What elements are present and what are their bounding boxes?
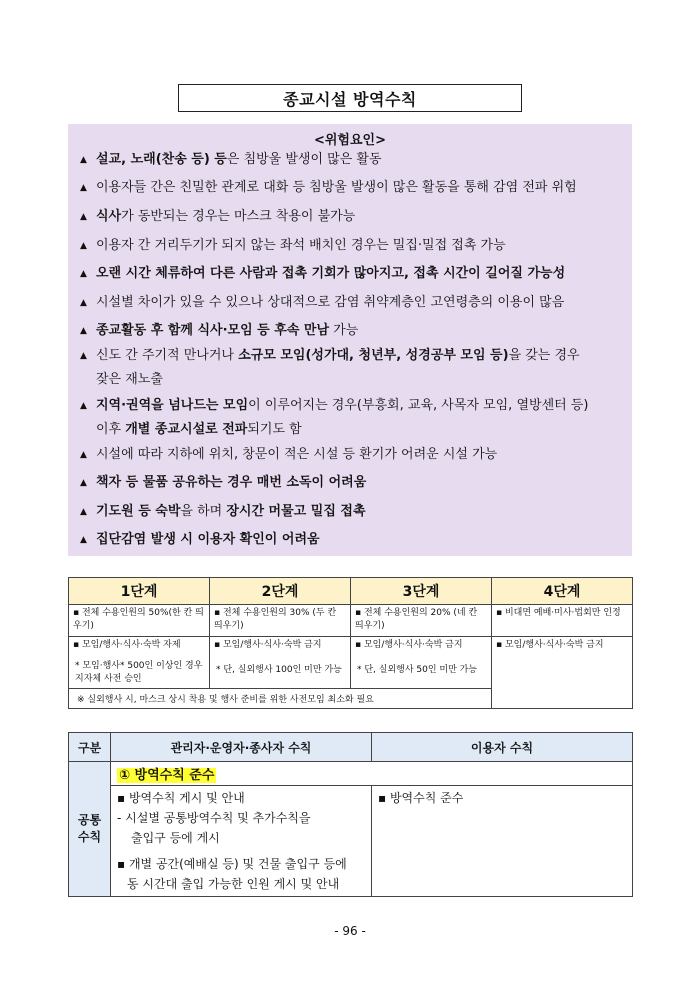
risk-item-line	[96, 500, 624, 524]
risk-header: <위험요인>	[313, 133, 387, 148]
risk-text: 가 동반되는 경우는 마스크 착용이 불가능	[121, 209, 356, 224]
risk-item-line	[96, 368, 624, 392]
triangle-bullet-icon: ▲	[80, 401, 87, 411]
risk-text: 이용자들 간은 친밀한 관계로 대화 등 침방울 발생이 많은 활동을 통해 감염 전파 위험	[96, 180, 577, 195]
stage-2-header: 2단계	[210, 578, 351, 605]
triangle-bullet-icon: ▲	[80, 478, 87, 488]
risk-text: 은 침방울 발생이 많은 활동	[226, 152, 382, 167]
risk-item-line	[96, 528, 624, 552]
manager-line: ▪ 방역수칙 게시 및 안내	[117, 791, 245, 805]
risk-text: 신도 간 주기적 만나거나	[96, 348, 239, 363]
risk-text-bold: 기도원 등 숙박	[96, 504, 181, 519]
risk-item-line	[96, 471, 624, 495]
risk-text: 시설별 차이가 있을 수 있으나 상대적으로 감염 취약계층인 고연령층의 이용이 많음	[96, 295, 565, 310]
risk-item	[80, 471, 624, 495]
duty-table	[68, 732, 633, 897]
risk-text: 잦은 재노출	[96, 372, 163, 387]
risk-item-line	[96, 291, 624, 315]
risk-text-bold: 개별 종교시설로 전파	[125, 422, 248, 437]
page-title: 종교시설 방역수칙	[178, 84, 522, 112]
risk-item-line	[96, 443, 624, 467]
risk-item	[80, 394, 624, 442]
triangle-bullet-icon: ▲	[80, 241, 87, 251]
risk-item-line	[96, 262, 624, 286]
risk-text-bold: 식사	[96, 209, 122, 224]
stage-3-events	[351, 637, 492, 689]
risk-item	[80, 319, 624, 343]
triangle-bullet-icon: ▲	[80, 298, 87, 308]
risk-item	[80, 234, 624, 258]
triangle-bullet-icon: ▲	[80, 212, 87, 222]
stage-1-events	[69, 637, 210, 689]
col-user-header: 이용자 수칙	[372, 733, 633, 762]
stage-3-events-rule: ▪ 모임/행사·식사·숙박 금지	[355, 640, 463, 650]
risk-item-line	[96, 418, 624, 442]
risk-item-line	[96, 394, 624, 418]
risk-text-bold: 지역·권역을 넘나드는 모임	[96, 398, 249, 413]
risk-item	[80, 262, 624, 286]
stage-3-capacity: ▪ 전체 수용인원의 20% (네 칸 띄우기)	[351, 605, 492, 637]
stage-4-events-rule: ▪ 모임/행사·식사·숙박 금지	[496, 640, 604, 650]
user-line: ▪ 방역수칙 준수	[378, 791, 464, 805]
risk-item	[80, 291, 624, 315]
stage-2-events	[210, 637, 351, 689]
triangle-bullet-icon: ▲	[80, 535, 87, 545]
triangle-bullet-icon: ▲	[80, 450, 87, 460]
manager-line: - 시설별 공통방역수칙 및 추가수칙을	[117, 811, 311, 825]
category-cell	[69, 762, 111, 897]
risk-text-bold: 책자 등 물품 공유하는 경우 매번 소독이 어려움	[96, 475, 367, 490]
stage-1-header: 1단계	[69, 578, 210, 605]
manager-line: 동 시간대 출입 가능한 인원 게시 및 안내	[127, 877, 340, 891]
stage-2-events-note: * 단, 실외행사 100인 미만 가능	[216, 665, 342, 675]
risk-item	[80, 148, 624, 172]
stage-1-events-note: * 모임·행사* 500인 이상인 경우 지자체 사전 승인	[75, 661, 203, 684]
risk-item	[80, 500, 624, 524]
triangle-bullet-icon: ▲	[80, 269, 87, 279]
risk-item	[80, 205, 624, 229]
triangle-bullet-icon: ▲	[80, 351, 87, 361]
manager-line: ▪ 개별 공간(예배실 등) 및 건물 출입구 등에	[117, 857, 347, 871]
triangle-bullet-icon: ▲	[80, 183, 87, 193]
stage-2-capacity: ▪ 전체 수용인원의 30% (두 칸 띄우기)	[210, 605, 351, 637]
risk-item	[80, 528, 624, 552]
risk-factors-box	[68, 124, 632, 556]
stage-3-events-note: * 단, 실외행사 50인 미만 가능	[357, 665, 478, 675]
risk-text: 되기도 함	[247, 422, 302, 437]
risk-item-line	[96, 319, 624, 343]
category-line-1: 공통	[77, 813, 102, 827]
stage-4-capacity: ▪ 비대면 예배·미사·법회만 인정	[492, 605, 633, 637]
risk-item-line	[96, 176, 624, 200]
risk-item	[80, 443, 624, 467]
stage-1-capacity: ▪ 전체 수용인원의 50%(한 칸 띄우기)	[69, 605, 210, 637]
risk-text: 이용자 간 거리두기가 되지 않는 좌석 배치인 경우는 밀집·밀접 접촉 가능	[96, 238, 506, 253]
col-manager-header: 관리자·운영자·종사자 수칙	[111, 733, 372, 762]
triangle-bullet-icon: ▲	[80, 326, 87, 336]
risk-text: 을 하며	[180, 504, 227, 519]
risk-text-bold: 종교활동 후 함께 식사·모임 등 후속 만남	[96, 323, 330, 338]
risk-item	[80, 176, 624, 200]
manager-duties	[111, 786, 372, 897]
stage-2-events-rule: ▪ 모임/행사·식사·숙박 금지	[214, 640, 322, 650]
risk-text-bold: 집단감염 발생 시 이용자 확인이 어려움	[96, 532, 320, 547]
risk-text: 가능	[329, 323, 359, 338]
risk-text-bold: 설교, 노래(찬송 등) 등	[96, 152, 227, 167]
risk-text-bold: 소규모 모임(성가대, 청년부, 성경공부 모임 등)	[238, 348, 509, 363]
user-duties	[372, 786, 633, 897]
stage-4-events	[492, 637, 633, 709]
stage-3-header: 3단계	[351, 578, 492, 605]
risk-item-line	[96, 205, 624, 229]
triangle-bullet-icon: ▲	[80, 155, 87, 165]
stage-note: ※ 실외행사 시, 마스크 상시 착용 및 행사 준비를 위한 사전모임 최소화 필요	[69, 689, 492, 709]
section-title-cell	[111, 762, 633, 786]
risk-text-bold: 오랜 시간 체류하여 다른 사람과 접촉 기회가 많아지고, 접촉 시간이 길어질 가능성	[96, 266, 566, 281]
stage-1-events-rule: ▪ 모임/행사·식사·숙박 자제	[73, 640, 181, 650]
triangle-bullet-icon: ▲	[80, 507, 87, 517]
risk-item-line	[96, 148, 624, 172]
stage-4-header: 4단계	[492, 578, 633, 605]
category-line-2: 수칙	[77, 830, 102, 844]
risk-item-line	[96, 344, 624, 368]
risk-text: 이후	[96, 422, 126, 437]
col-category-header: 구분	[69, 733, 111, 762]
section-title: ① 방역수칙 준수	[119, 768, 215, 783]
risk-text: 을 갖는 경우	[508, 348, 580, 363]
stage-table	[68, 577, 633, 709]
risk-text: 시설에 따라 지하에 위치, 창문이 적은 시설 등 환기가 어려운 시설 가능	[96, 447, 498, 462]
risk-text: 이 이루어지는 경우(부흥회, 교육, 사목자 모임, 열방센터 등)	[248, 398, 589, 413]
risk-item-line	[96, 234, 624, 258]
page-number: - 96 -	[334, 924, 366, 938]
risk-item	[80, 344, 624, 392]
manager-line: 출입구 등에 게시	[131, 831, 220, 845]
risk-text-bold: 장시간 머물고 밀집 접촉	[226, 504, 366, 519]
